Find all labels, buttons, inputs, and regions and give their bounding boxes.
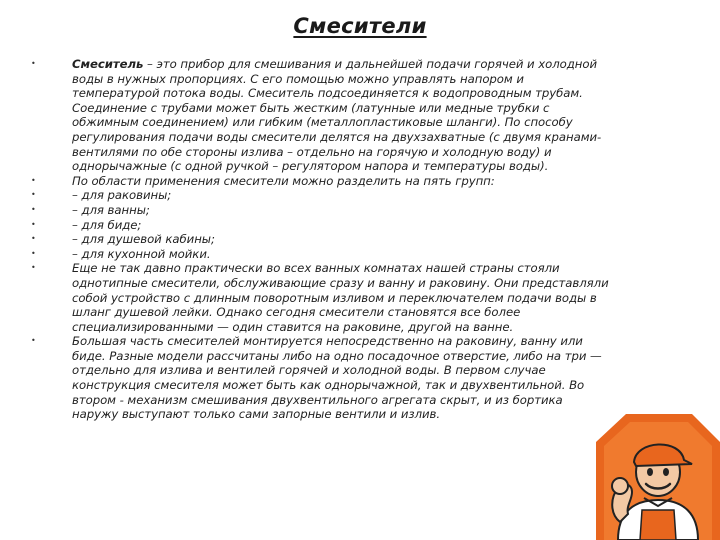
paragraph-line: втором - механизм смешивания двухвентильного агрегата скрыт, и из бортика [72, 392, 563, 407]
page-title: Смесители [293, 14, 427, 38]
mascot-fist [612, 478, 628, 494]
list-item-text: – для ванны; [72, 202, 150, 217]
mascot-eye-right [663, 468, 669, 476]
list-item-text: По области применения смесители можно разделить на пять групп: [72, 173, 495, 188]
paragraph-line: однорычажные (с одной ручкой – регулятором напора и температуры воды). [72, 159, 549, 174]
bullet-icon: • [31, 204, 36, 214]
paragraph-line: обжимным соединением) или гибким (металлопластиковые шланги). По способу [72, 115, 573, 130]
list-item-text: – для биде; [72, 217, 142, 232]
paragraph-line: температурой потока воды. Смеситель подсоединяется к водопроводным трубам. [72, 86, 583, 101]
list-item [31, 232, 671, 247]
paragraph-line: однотипные смесители, обслуживающие сразу и ванну и раковину. Они представляли [72, 275, 609, 290]
mascot-eye-left [647, 468, 653, 476]
paragraph-line: конструкция смесителя может быть как однорычажной, так и двухвентильной. Во [72, 378, 585, 393]
paragraph-line: Еще не так давно практически во всех ванных комнатах нашей страны стояли [72, 261, 560, 276]
plumber-mascot-icon [596, 414, 720, 540]
list-item [31, 247, 671, 262]
term-mixer: Смеситель [72, 57, 144, 71]
list-item-text: – для кухонной мойки. [72, 246, 211, 261]
list-item [31, 57, 671, 174]
paragraph-line: собой устройство с длинным поворотным изливом и переключателем подачи воды в [72, 290, 597, 305]
paragraph-line: биде. Разные модели рассчитаны либо на одно посадочное отверстие, либо на три — [72, 348, 602, 363]
paragraph-line: отдельно для излива и вентилей горячей и холодной воды. В первом случае [72, 363, 546, 378]
list-item [31, 261, 671, 334]
list-item [31, 218, 671, 233]
paragraph-line: вентилями по обе стороны излива – отдельно на горячую и холодную воду) и [72, 144, 552, 159]
bullet-icon: • [31, 190, 36, 200]
bullet-icon: • [31, 219, 36, 229]
paragraph-line: Большая часть смесителей монтируется непосредственно на раковину, ванну или [72, 334, 583, 349]
paragraph-line: Соединение с трубами может быть жестким (латунные или медные трубки с [72, 100, 550, 115]
paragraph-line: воды в нужных пропорциях. С его помощью можно управлять напором и [72, 71, 524, 86]
bullet-icon: • [31, 263, 36, 273]
paragraph-line: шланг душевой лейки. Однако сегодня смесители становятся все более [72, 305, 521, 320]
bullet-icon: • [31, 248, 36, 258]
list-item-text: – для душевой кабины; [72, 232, 215, 247]
list-item [31, 188, 671, 203]
paragraph-line: регулирования подачи воды смесители делятся на двухзахватные (с двумя кранами- [72, 129, 602, 144]
list-item-text: – для раковины; [72, 188, 172, 203]
bullet-icon: • [31, 59, 36, 68]
list-item [31, 174, 671, 189]
bullet-list [31, 57, 671, 422]
paragraph-line: наружу выступают только сами запорные вентили и излив. [72, 407, 441, 422]
bullet-icon: • [31, 175, 36, 185]
paragraph-line: специализированными — один ставится на раковине, другой на ванне. [72, 319, 514, 334]
bullet-icon: • [31, 336, 36, 346]
list-item [31, 334, 671, 422]
mascot-overalls [640, 510, 676, 540]
paragraph-line: Смеситель – это прибор для смешивания и дальнейшей подачи горячей и холодной [72, 57, 598, 71]
bullet-icon: • [31, 234, 36, 244]
list-item [31, 203, 671, 218]
